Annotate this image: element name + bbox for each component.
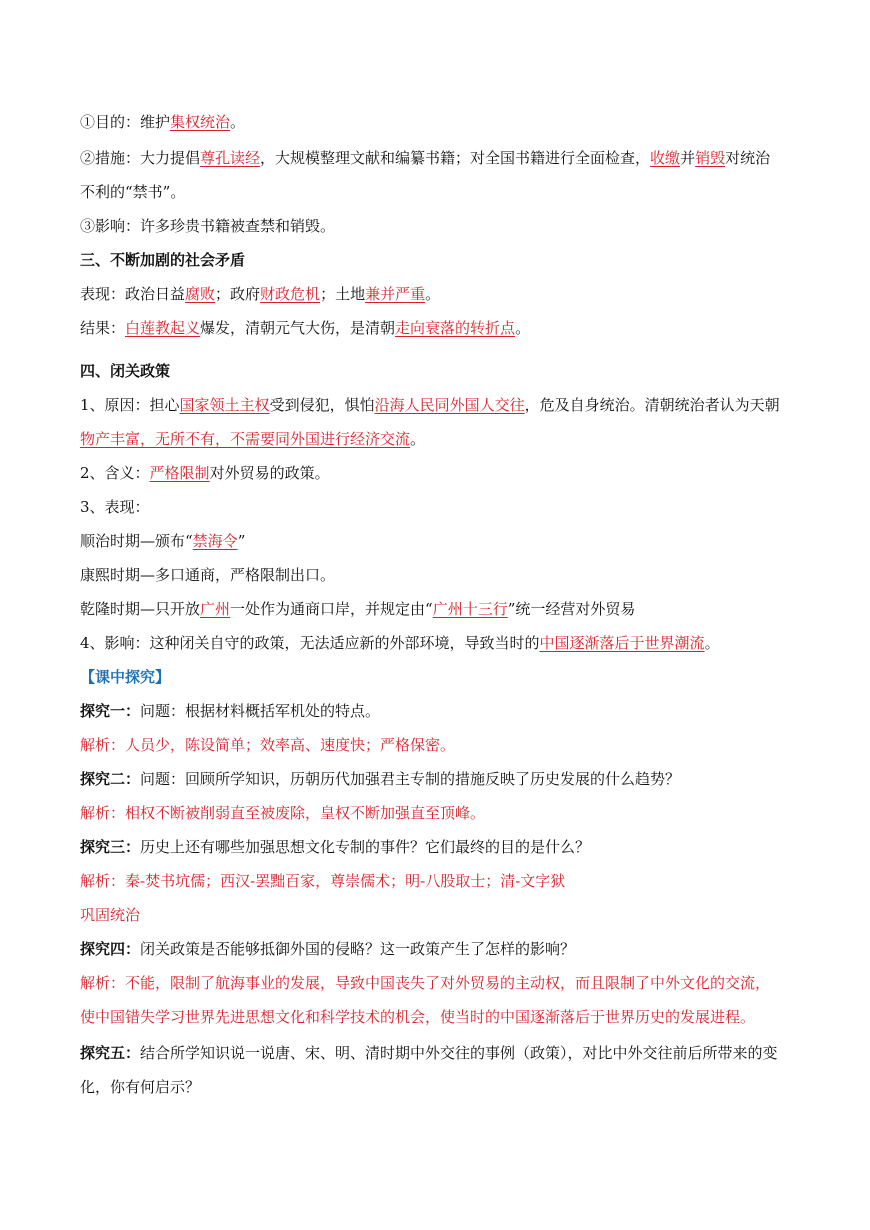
qianlong-line: 乾隆时期—只开放广州一处作为通商口岸，并规定由“广州十三行”统一经营对外贸易 <box>80 600 636 618</box>
keyword: 腐败 <box>185 285 216 303</box>
kangxi-line: 康熙时期—多口通商，严格限制出口。 <box>80 566 336 584</box>
keyword: 广州十三行 <box>432 600 508 618</box>
keyword: 兼并严重 <box>365 285 426 303</box>
keyword: 财政危机 <box>260 285 321 303</box>
explore-a1: 解析：人员少，陈设简单；效率高、速度快；严格保密。 <box>80 736 456 754</box>
explore-q2: 探究二：问题：回顾所学知识，历朝历代加强君主专制的措施反映了历史发展的什么趋势？ <box>80 770 681 788</box>
reason-line-2: 物产丰富，无所不有，不需要同外国进行经济交流。 <box>80 430 426 448</box>
explore-q5-line-2: 化，你有何启示？ <box>80 1078 201 1096</box>
influence-line: ③影响：许多珍贵书籍被查禁和销毁。 <box>80 217 336 235</box>
explore-q1: 探究一：问题：根据材料概括军机处的特点。 <box>80 702 381 720</box>
keyword: 走向衰落的转折点 <box>395 319 516 337</box>
keyword: 销毁 <box>695 149 726 167</box>
explore-a4-line-2: 使中国错失学习世界先进思想文化和科学技术的机会，使当时的中国逐渐落后于世界历史的发展进程。 <box>80 1008 756 1026</box>
explore-a4: 解析：不能，限制了航海事业的发展，导致中国丧失了对外贸易的主动权，而且限制了中外文化的交流， <box>80 974 771 992</box>
keyword: 沿海人民同外国人交往 <box>374 396 525 414</box>
result-line: 结果：白莲教起义爆发，清朝元气大伤，是清朝走向衰落的转折点。 <box>80 319 531 337</box>
meaning-line: 2、含义：严格限制对外贸易的政策。 <box>80 464 330 482</box>
keyword: 广州 <box>200 600 231 618</box>
explore-q3: 探究三：历史上还有哪些加强思想文化专制的事件？它们最终的目的是什么？ <box>80 838 591 856</box>
measures-line: ②措施：大力提倡尊孔读经，大规模整理文献和编纂书籍；对全国书籍进行全面检查，收缴并销毁对统治 <box>80 149 771 167</box>
keyword: 物产丰富，无所不有，不需要同外国进行经济交流 <box>80 430 411 448</box>
manifest-line: 表现：政治日益腐败；政府财政危机；土地兼并严重。 <box>80 285 441 303</box>
keyword: 国家领土主权 <box>179 396 270 414</box>
explore-a2: 解析：相权不断被削弱直至被废除，皇权不断加强直至顶峰。 <box>80 804 486 822</box>
explore-a3: 解析：秦-焚书坑儒；西汉-罢黜百家，尊崇儒术；明-八股取士；清-文字狱 <box>80 872 566 890</box>
explore-a3-line-2: 巩固统治 <box>80 906 141 924</box>
keyword: 尊孔读经 <box>200 149 261 167</box>
keyword: 中国逐渐落后于世界潮流 <box>539 634 705 652</box>
impact-line: 4、影响：这种闭关自守的政策，无法适应新的外部环境，导致当时的中国逐渐落后于世界潮流。 <box>80 634 720 652</box>
shunzhi-line: 顺治时期—颁布“禁海令” <box>80 532 246 550</box>
keyword: 集权统治 <box>170 113 231 131</box>
explore-q4: 探究四：闭关政策是否能够抵御外国的侵略？这一政策产生了怎样的影响？ <box>80 940 576 958</box>
explore-heading: 【课中探究】 <box>80 668 171 686</box>
measures-line-2: 不利的“禁书”。 <box>80 183 186 201</box>
keyword: 严格限制 <box>149 464 210 482</box>
section-heading: 三、不断加剧的社会矛盾 <box>80 251 246 269</box>
keyword: 白莲教起义 <box>125 319 201 337</box>
keyword: 禁海令 <box>192 532 238 550</box>
keyword: 收缴 <box>650 149 681 167</box>
purpose-line: ①目的：维护集权统治。 <box>80 113 246 131</box>
manifest-label: 3、表现： <box>80 498 150 516</box>
reason-line: 1、原因：担心国家领土主权受到侵犯，惧怕沿海人民同外国人交往，危及自身统治。清朝统治者认为天朝 <box>80 396 780 414</box>
explore-q5: 探究五：结合所学知识说一说唐、宋、明、清时期中外交往的事例（政策），对比中外交往前后所带来的变 <box>80 1044 778 1062</box>
section-heading: 四、闭关政策 <box>80 362 171 380</box>
